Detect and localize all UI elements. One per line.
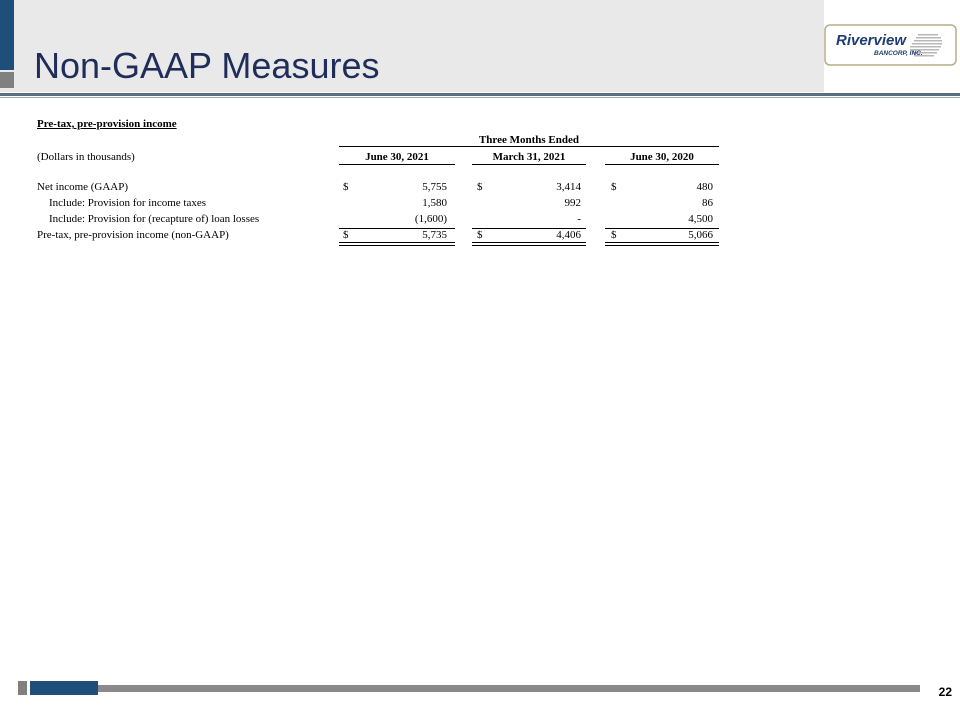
logo-name-text: Riverview: [836, 32, 907, 49]
footer-accent-bar: [30, 681, 98, 695]
column-header-rule: [605, 164, 719, 165]
group-header-row: [37, 133, 727, 147]
value-cell: 86: [702, 197, 713, 209]
group-header: Three Months Ended: [478, 134, 580, 146]
riverview-logo: [824, 24, 957, 66]
total-double-rule: [472, 242, 586, 243]
table-row: [37, 180, 727, 194]
currency-symbol: $: [611, 181, 617, 193]
total-double-rule: [339, 242, 455, 243]
value-cell: 4,406: [556, 229, 581, 241]
column-header-rule: [472, 164, 586, 165]
currency-symbol: $: [611, 229, 617, 241]
table-row: [37, 196, 727, 210]
table-row-total: [37, 228, 727, 242]
page-title: Non-GAAP Measures: [34, 45, 380, 86]
row-label: Pre-tax, pre-provision income (non-GAAP): [37, 229, 229, 241]
total-double-rule: [605, 242, 719, 243]
value-cell: 5,755: [422, 181, 447, 193]
header-accent-block: [0, 72, 14, 88]
row-label: Include: Provision for (recapture of) loan losses: [49, 213, 260, 225]
units-label: (Dollars in thousands): [37, 151, 135, 163]
value-cell: 5,735: [422, 229, 447, 241]
value-cell: 3,414: [556, 181, 581, 193]
value-cell: 1,580: [422, 197, 447, 209]
header-divider: [0, 93, 960, 96]
column-header-row: [37, 150, 727, 164]
page-number: 22: [938, 685, 952, 699]
total-double-rule: [472, 245, 586, 246]
riverview-logo-graphic: [824, 24, 957, 66]
value-cell: 992: [564, 197, 581, 209]
value-cell: 4,500: [688, 213, 713, 225]
row-label: Net income (GAAP): [37, 181, 129, 193]
row-label: Include: Provision for income taxes: [49, 197, 207, 209]
group-header-rule: [339, 146, 719, 147]
column-header: March 31, 2021: [492, 151, 566, 163]
total-double-rule: [339, 245, 455, 246]
column-header: June 30, 2020: [630, 151, 694, 163]
column-header-rule: [339, 164, 455, 165]
table-row: [37, 212, 727, 226]
header-accent-bar: [0, 0, 14, 70]
currency-symbol: $: [343, 229, 349, 241]
value-cell: 480: [696, 181, 713, 193]
footer-accent-block: [18, 681, 27, 695]
currency-symbol: $: [477, 229, 483, 241]
value-cell: (1,600): [414, 213, 447, 225]
section-heading: Pre-tax, pre-provision income: [37, 118, 177, 130]
header-divider-thin: [0, 97, 960, 98]
value-cell: 5,066: [688, 229, 713, 241]
currency-symbol: $: [343, 181, 349, 193]
footer-bar: [98, 685, 920, 692]
value-cell: -: [577, 213, 581, 225]
currency-symbol: $: [477, 181, 483, 193]
column-header: June 30, 2021: [365, 151, 429, 163]
total-double-rule: [605, 245, 719, 246]
logo-sub-text: BANCORP, INC.: [874, 50, 923, 57]
